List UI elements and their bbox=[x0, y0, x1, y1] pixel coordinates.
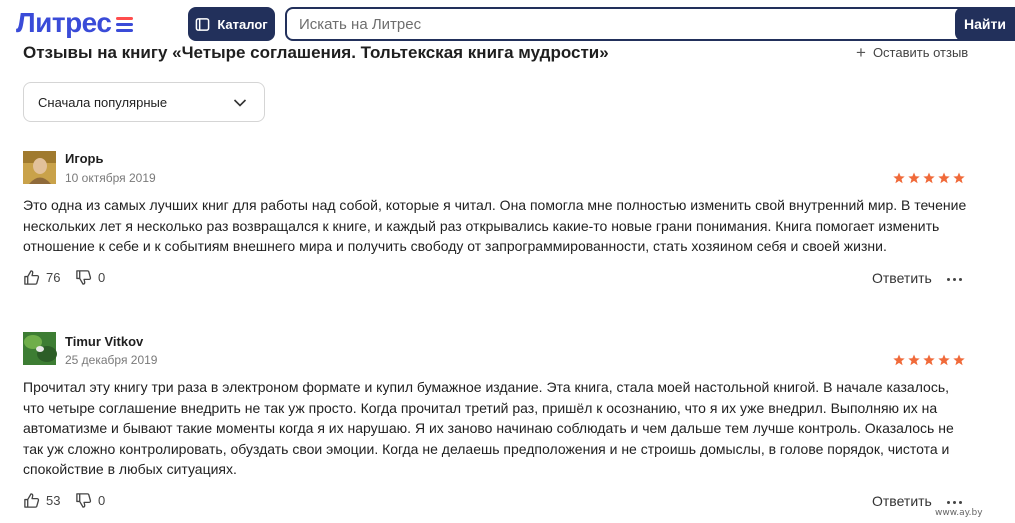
like-count: 53 bbox=[46, 493, 61, 508]
rating-stars bbox=[893, 354, 965, 366]
thumbs-up-icon bbox=[23, 492, 40, 509]
sort-select[interactable] bbox=[23, 82, 265, 122]
search-box bbox=[285, 7, 985, 41]
logo-bars-icon bbox=[116, 17, 133, 32]
logo-text: Литрес bbox=[16, 7, 112, 38]
star-icon bbox=[893, 172, 905, 184]
catalog-label: Каталог bbox=[217, 16, 268, 32]
avatar[interactable] bbox=[23, 332, 56, 365]
more-options-icon[interactable] bbox=[947, 278, 962, 281]
like-button[interactable] bbox=[23, 269, 60, 286]
page-title: Отзывы на книгу «Четыре соглашения. Тольтекская книга мудрости» bbox=[23, 43, 609, 62]
search-input[interactable] bbox=[287, 9, 983, 39]
review-text: Это одна из самых лучших книг для работы над собой, которые я читал. Она помогла мне полностью изменить свой внутренний мир. В течение нескольких лет я несколько раз возвращался к книге, и каждый раз открывались какие-то новые грани понимания. Книга помогает изменить отношение к себе и к событиям внешнего мира и получить свободу от запрограммированности, стать хозяином себя и своей жизни. bbox=[23, 197, 967, 254]
dislike-count: 0 bbox=[98, 493, 106, 508]
search-button[interactable]: Найти bbox=[955, 7, 1015, 41]
review-text: Прочитал эту книгу три раза в электроном формате и купил бумажное издание. Эта книга, стала моей настольной книгой. В начале казалось, что четыре соглашение внедрить не так уж просто. Когда прочитал третий раз, пришёл к осознанию, что я их уже внедрил. Выполняю их на автоматизме и бывают такие моменты когда я их нарушаю. Я их заново начинаю соблюдать и чем дальше тем лучше контроль. Оказалось не так уж сложно контролировать, обуздать свои эмоции. Когда не делаешь предположения и не строишь домыслы, в голове порядок, чистота и спокойствие в любых ситуациях. bbox=[23, 379, 954, 477]
watermark: www.ay.by bbox=[932, 505, 986, 521]
star-icon bbox=[893, 354, 905, 366]
avatar[interactable] bbox=[23, 151, 56, 184]
star-icon bbox=[953, 172, 965, 184]
review-author[interactable]: Timur Vitkov bbox=[65, 334, 144, 349]
catalog-button[interactable] bbox=[188, 7, 275, 41]
site-header bbox=[0, 0, 1006, 47]
reply-button[interactable]: Ответить bbox=[872, 270, 932, 286]
star-icon bbox=[938, 354, 950, 366]
dislike-count: 0 bbox=[98, 270, 106, 285]
dislike-button[interactable] bbox=[75, 492, 105, 509]
star-icon bbox=[923, 354, 935, 366]
star-icon bbox=[908, 354, 920, 366]
thumbs-up-icon bbox=[23, 269, 40, 286]
review-author[interactable]: Игорь bbox=[65, 151, 104, 166]
book-icon bbox=[195, 17, 210, 32]
star-icon bbox=[923, 172, 935, 184]
thumbs-down-icon bbox=[75, 269, 92, 286]
leave-review-button[interactable] bbox=[856, 42, 969, 62]
rating-stars bbox=[893, 172, 965, 184]
review-date: 10 октября 2019 bbox=[65, 171, 156, 185]
leave-review-label: Оставить отзыв bbox=[872, 45, 969, 60]
like-count: 76 bbox=[46, 270, 61, 285]
chevron-down-icon bbox=[233, 96, 247, 111]
sort-selected-value: Сначала популярные bbox=[38, 94, 168, 110]
reply-button[interactable]: Ответить bbox=[872, 493, 932, 509]
like-button[interactable] bbox=[23, 492, 60, 509]
dislike-button[interactable] bbox=[75, 269, 105, 286]
thumbs-down-icon bbox=[75, 492, 92, 509]
litres-logo[interactable] bbox=[16, 6, 133, 40]
review-date: 25 декабря 2019 bbox=[65, 353, 158, 367]
more-options-icon[interactable] bbox=[947, 501, 962, 504]
plus-icon: + bbox=[856, 42, 866, 62]
star-icon bbox=[938, 172, 950, 184]
star-icon bbox=[908, 172, 920, 184]
star-icon bbox=[953, 354, 965, 366]
